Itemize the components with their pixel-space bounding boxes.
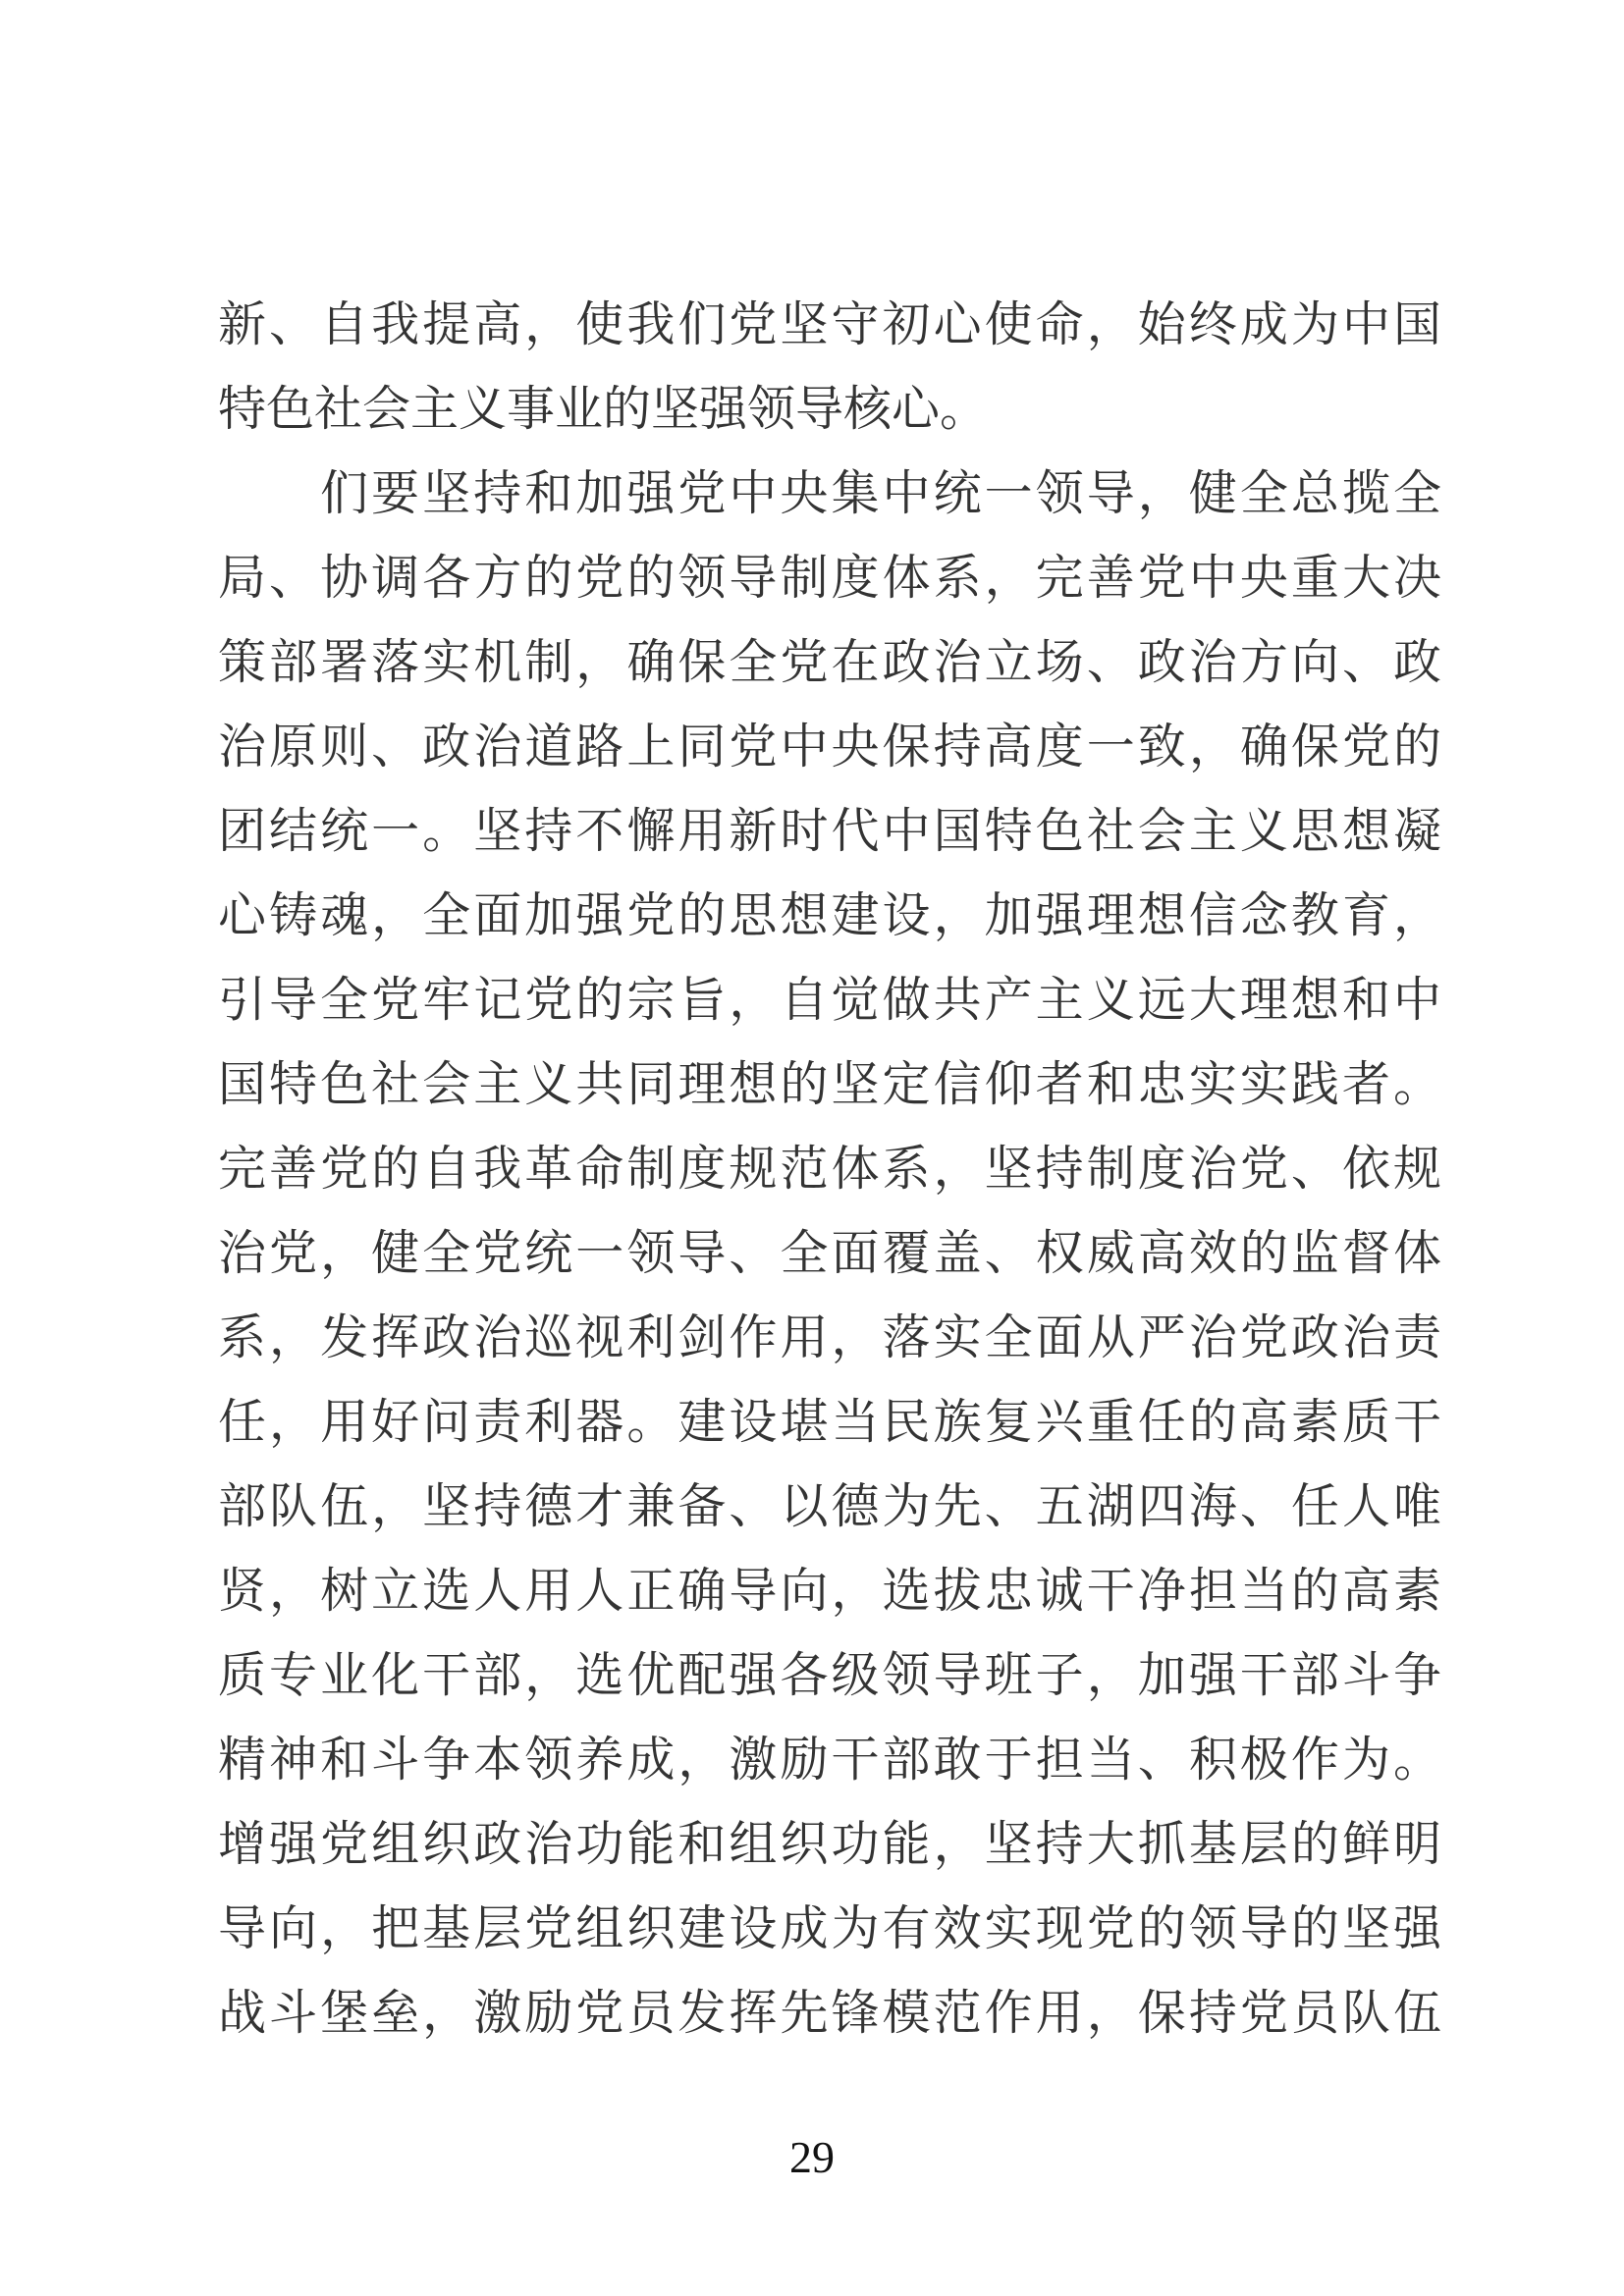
text-line: 治党，健全党统一领导、全面覆盖、权威高效的监督体 xyxy=(218,1226,1441,1280)
text-line: 局、协调各方的党的领导制度体系，完善党中央重大决 xyxy=(218,551,1441,605)
text-line: 战斗堡垒，激励党员发挥先锋模范作用，保持党员队伍 xyxy=(218,1986,1441,2040)
body-text xyxy=(218,283,1441,2056)
text-line: 治原则、政治道路上同党中央保持高度一致，确保党的 xyxy=(218,720,1441,774)
text-line: 团结统一。坚持不懈用新时代中国特色社会主义思想凝 xyxy=(218,804,1441,858)
text-line: 质专业化干部，选优配强各级领导班子，加强干部斗争 xyxy=(218,1648,1441,1702)
page-number: 29 xyxy=(789,2132,835,2182)
text-line: 任，用好问责利器。建设堪当民族复兴重任的高素质干 xyxy=(218,1395,1441,1449)
text-line: 导向，把基层党组织建设成为有效实现党的领导的坚强 xyxy=(218,1901,1441,1955)
text-line: 特色社会主义事业的坚强领导核心。 xyxy=(218,382,989,436)
text-line: 系，发挥政治巡视利剑作用，落实全面从严治党政治责 xyxy=(218,1310,1441,1364)
text-line: 增强党组织政治功能和组织功能，坚持大抓基层的鲜明 xyxy=(218,1817,1441,1871)
text-line: 策部署落实机制，确保全党在政治立场、政治方向、政 xyxy=(218,635,1441,689)
text-line: 心铸魂，全面加强党的思想建设，加强理想信念教育， xyxy=(218,888,1441,942)
text-line: 国特色社会主义共同理想的坚定信仰者和忠实实践者。 xyxy=(218,1057,1441,1111)
text-line: 们要坚持和加强党中央集中统一领导，健全总揽全 xyxy=(320,466,1441,520)
text-line: 部队伍，坚持德才兼备、以德为先、五湖四海、任人唯 xyxy=(218,1479,1441,1533)
text-line: 精神和斗争本领养成，激励干部敢于担当、积极作为。 xyxy=(218,1733,1441,1787)
text-line: 引导全党牢记党的宗旨，自觉做共产主义远大理想和中 xyxy=(218,973,1441,1027)
text-line: 完善党的自我革命制度规范体系，坚持制度治党、依规 xyxy=(218,1142,1441,1196)
text-line: 贤，树立选人用人正确导向，选拔忠诚干净担当的高素 xyxy=(218,1564,1441,1618)
text-line: 新、自我提高，使我们党坚守初心使命，始终成为中国 xyxy=(218,297,1441,351)
